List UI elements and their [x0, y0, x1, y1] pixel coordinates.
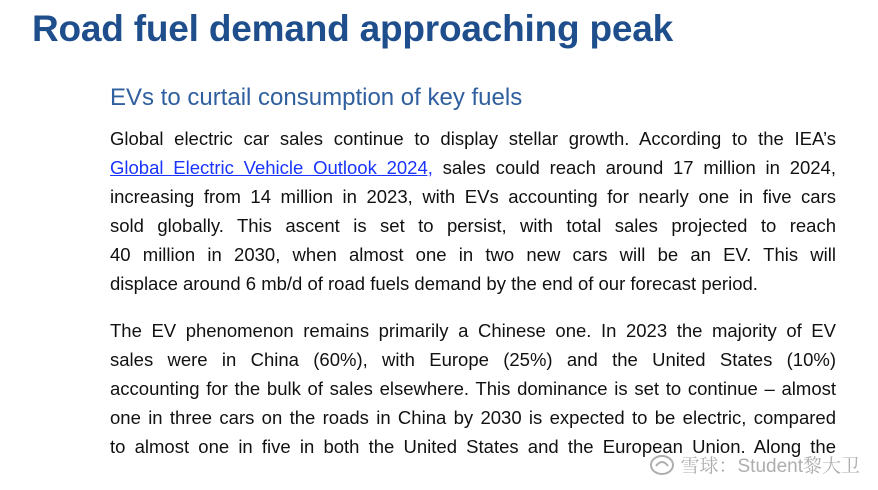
paragraph-line: The EV phenomenon remains primarily a Chinese one. In 2023 the majority of EV	[110, 320, 836, 341]
paragraph-line: displace around 6 mb/d of road fuels demand by the end of our forecast period.	[110, 273, 758, 294]
paragraph-line: 40 million in 2030, when almost one in two new cars will be an EV. This will	[110, 244, 836, 265]
paragraph-line	[110, 153, 836, 182]
watermark	[649, 451, 861, 478]
ev-outlook-link[interactable]: Global Electric Vehicle Outlook 2024,	[110, 157, 433, 178]
paragraph-line: accounting for the bulk of sales elsewhere. This dominance is set to continue – almost	[110, 378, 836, 399]
paragraph-line: Global electric car sales continue to display stellar growth. According to the IEA’s	[110, 128, 836, 149]
paragraph-line-text: sales could reach around 17 million in 2024,	[442, 157, 836, 178]
page-title: Road fuel demand approaching peak	[32, 8, 674, 49]
paragraph-line: sold globally. This ascent is set to persist, with total sales projected to reach	[110, 215, 836, 236]
paragraph-line: increasing from 14 million in 2023, with EVs accounting for nearly one in five cars	[110, 186, 836, 207]
paragraph-line: sales were in China (60%), with Europe (25%) and the United States (10%)	[110, 349, 836, 370]
section-subtitle: EVs to curtail consumption of key fuels	[110, 84, 523, 111]
snowball-logo-icon	[649, 454, 675, 476]
paragraph-line: one in three cars on the roads in China by 2030 is expected to be electric, compared	[110, 407, 836, 428]
paragraph-ev-sales	[110, 124, 836, 298]
paragraph-line: to almost one in five in both the United States and the European Union. Along the	[110, 436, 836, 457]
paragraph-ev-china	[110, 316, 836, 461]
watermark-text: 雪球：Student黎大卫	[680, 456, 860, 477]
